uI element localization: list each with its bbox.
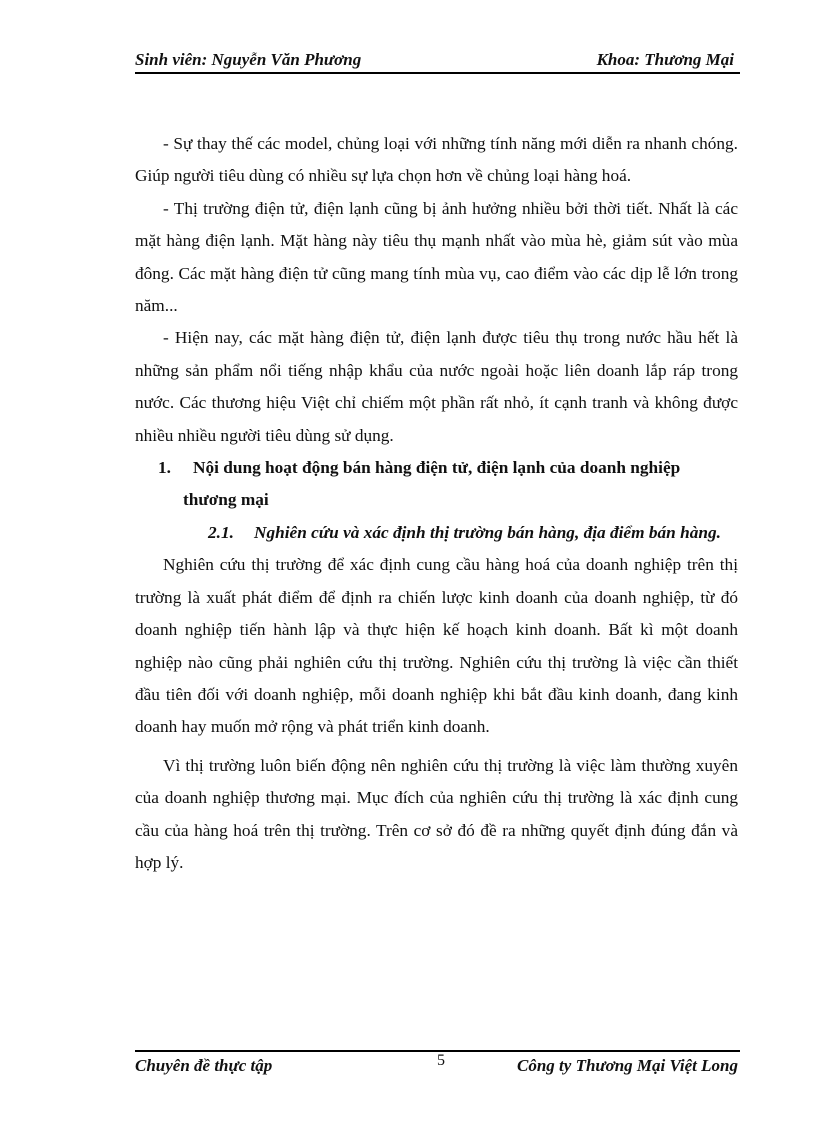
section-heading-1-number: 1. <box>158 458 171 478</box>
paragraph-imports: - Hiện nay, các mặt hàng điện tử, điện lạnh được tiêu thụ trong nước hầu hết là những sản phẩm nổi tiếng nhập khẩu của nước ngoài hoặc liên doanh lắp ráp trong nước. Các thương hiệu Việt chỉ chiếm một phần rất nhỏ, ít cạnh tranh và không được nhiều nhiều người tiêu dùng sử dụng. <box>135 328 738 445</box>
paragraph-market-volatility: Vì thị trường luôn biến động nên nghiên cứu thị trường là việc làm thường xuyên của doanh nghiệp thương mại. Mục đích của nghiên cứu thị trường là xác định cung cầu của hàng hoá trên thị trường. Trên cơ sở đó đề ra những quyết định đúng đắn và hợp lý. <box>135 755 738 872</box>
paragraph-models: - Sự thay thế các model, chủng loại với những tính năng mới diễn ra nhanh chóng. Giúp người tiêu dùng có nhiều sự lựa chọn hơn về chủng loại hàng hoá. <box>135 134 738 186</box>
paragraph-weather: - Thị trường điện tử, điện lạnh cũng bị ảnh hưởng nhiều bởi thời tiết. Nhất là các mặt hàng điện lạnh. Mặt hàng này tiêu thụ mạnh nhất vào mùa hè, giảm sút vào mùa đông. Các mặt hàng điện tử cũng mang tính mùa vụ, cao điểm vào các dịp lễ lớn trong năm... <box>135 198 738 316</box>
page-number: 5 <box>437 1052 445 1069</box>
page-header <box>135 48 740 74</box>
section-heading-1 <box>135 452 738 517</box>
page-footer <box>135 1050 740 1082</box>
footer-company: Công ty Thương Mại Việt Long <box>517 1056 738 1075</box>
section-heading-2-1-text: Nghiên cứu và xác định thị trường bán hàng, địa điểm bán hàng. <box>254 522 721 542</box>
header-faculty: Khoa: Thương Mại <box>596 50 734 69</box>
footer-report-type: Chuyên đề thực tập <box>135 1056 273 1075</box>
paragraph-market-research: Nghiên cứu thị trường để xác định cung cầu hàng hoá của doanh nghiệp trên thị trường là xuất phát điểm để định ra chiến lược kinh doanh của doanh nghiệp, từ đó doanh nghiệp tiến hành lập và thực hiện kế hoạch kinh doanh. Bất kì một doanh nghiệp nào cũng phải nghiên cứu thị trường. Nghiên cứu thị trường là việc cần thiết đầu tiên đối với doanh nghiệp, mỗi doanh nghiệp khi bắt đầu kinh doanh, đang kinh doanh hay muốn mở rộng và phát triển kinh doanh. <box>135 555 738 737</box>
section-heading-2-1 <box>135 517 738 549</box>
document-body <box>135 128 738 879</box>
header-student-name: Sinh viên: Nguyễn Văn Phương <box>135 50 362 69</box>
section-heading-2-1-number: 2.1. <box>208 522 234 542</box>
section-heading-1-text: Nội dung hoạt động bán hàng điện tử, điện lạnh của doanh nghiệp thương mại <box>183 458 681 510</box>
